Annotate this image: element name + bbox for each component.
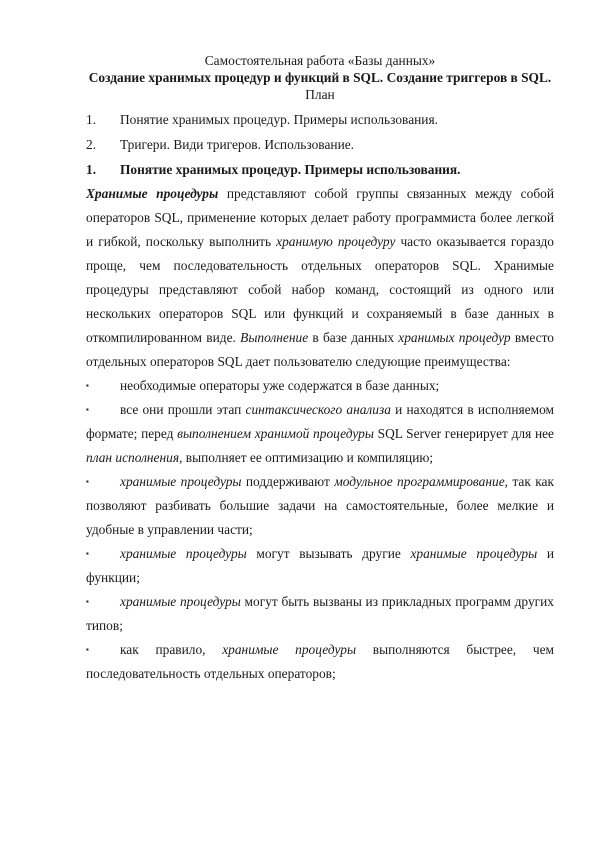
bullet-item xyxy=(86,374,554,398)
bullet-item xyxy=(86,542,554,590)
plan-item-number: 2. xyxy=(86,137,97,152)
document-content xyxy=(86,52,554,686)
term-run: выполнением хранимой процедуры xyxy=(177,426,374,441)
document-title: Создание хранимых процедур и функций в SQL. Создание триггеров в SQL. xyxy=(88,70,552,85)
document-subtitle: Самостоятельная работа «Базы данных» xyxy=(204,53,436,68)
text-run: , так как позволяют разбивать большие задачи на самостоятельные, более мелкие и удобные в управлении части; xyxy=(86,474,554,537)
plan-item-text: Тригери. Види тригеров. Использование. xyxy=(120,137,355,152)
bullet-square-icon xyxy=(86,470,89,494)
plan-item-number: 1. xyxy=(86,112,97,127)
text-run: представляют собой группы связанных между собой операторов SQL, применение которых делает работу программиста более легкой и гибкой, поскольку выполнить xyxy=(86,186,554,249)
text-run: поддерживают xyxy=(241,474,335,489)
text-run: необходимые операторы уже содержатся в базе данных; xyxy=(120,378,440,393)
bullet-square-icon xyxy=(86,542,89,566)
text-run: и находятся в исполняемом формате; перед xyxy=(86,402,554,441)
text-run: могут вызывать другие xyxy=(246,546,411,561)
text-run: все они прошли этап xyxy=(120,402,246,417)
text-run: выполняются быстрее, чем последовательность отдельных операторов; xyxy=(86,642,554,681)
text-run: могут быть вызваны из прикладных программ других типов; xyxy=(86,594,554,633)
term-run: хранимые процедуры xyxy=(120,546,247,561)
text-run: как правило, xyxy=(120,642,223,657)
section-title: Понятие хранимых процедур. Примеры использования. xyxy=(120,162,461,177)
text-run: , выполняет ее оптимизацию и компиляцию; xyxy=(179,450,434,465)
section-number: 1. xyxy=(86,162,97,177)
term-run: план исполнения xyxy=(86,450,180,465)
bullet-item xyxy=(86,590,554,638)
intro-paragraph xyxy=(86,182,554,374)
term-run: хранимые процедуры xyxy=(410,546,538,561)
term-run: хранимые процедуры xyxy=(222,642,357,657)
section-heading xyxy=(86,161,554,178)
term-stored-procedures: Хранимые процедуры xyxy=(86,186,219,201)
text-run: в базе данных xyxy=(308,330,399,345)
term-run: синтаксического анализа xyxy=(245,402,391,417)
bullet-square-icon xyxy=(86,590,89,614)
term-run: хранимую процедуру xyxy=(276,234,396,249)
plan-item-text: Понятие хранимых процедур. Примеры использования. xyxy=(120,112,438,127)
bullet-square-icon xyxy=(86,398,89,422)
bullet-item xyxy=(86,638,554,686)
text-run: и функции; xyxy=(86,546,554,585)
term-run: хранимые процедуры xyxy=(120,594,241,609)
term-run: Выполнение xyxy=(240,330,309,345)
plan-heading: План xyxy=(305,87,335,102)
text-run: вместо отдельных операторов SQL дает пользователю следующие преимущества: xyxy=(86,330,554,369)
term-run: хранимые процедуры xyxy=(120,474,242,489)
term-run: модульное программирование xyxy=(334,474,505,489)
bullet-square-icon xyxy=(86,638,89,662)
bullet-item xyxy=(86,398,554,470)
text-run: часто оказывается гораздо проще, чем последовательность отдельных операторов SQL. Хранимые процедуры представляют собой набор команд, состоящий из одного или нескольких операторов SQL или функций и сохраняемый в базе данных в откомпилированном виде. xyxy=(86,234,554,345)
text-run: SQL Server генерирует для нее xyxy=(373,426,554,441)
term-run: хранимых процедур xyxy=(398,330,511,345)
plan-item xyxy=(86,111,554,128)
plan-item xyxy=(86,136,554,153)
bullet-item xyxy=(86,470,554,542)
bullet-square-icon xyxy=(86,374,89,398)
